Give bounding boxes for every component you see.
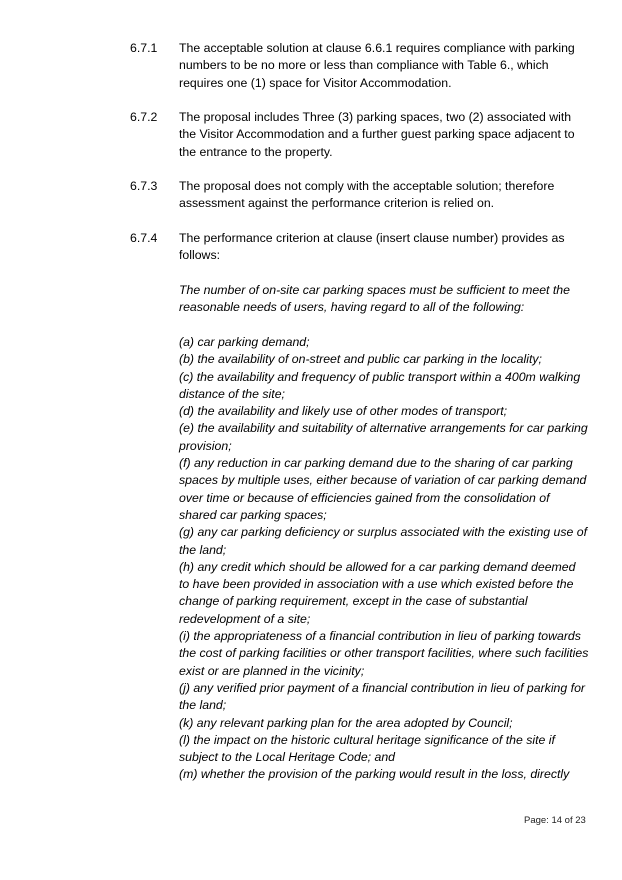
criterion-item: (k) any relevant parking plan for the area adopted by Council; (179, 715, 513, 730)
clause-number: 6.7.4 (130, 231, 158, 245)
clause-text: The proposal does not comply with the acceptable solution; therefore assessment against the performance criterion is relied on. (179, 179, 555, 211)
criterion-item: (a) car parking demand; (179, 335, 310, 349)
criterion-item: (d) the availability and likely use of other modes of transport; (179, 404, 508, 419)
criterion-item: (h) any credit which should be allowed for a car parking demand deemed to have been provided in association with a use which existed before the change of parking requirement, except in the case of substantial redevelopment of a site; (179, 559, 576, 626)
clause-text: The performance criterion at clause (insert clause number) provides as follows: (179, 231, 565, 263)
clause-text: The proposal includes Three (3) parking spaces, two (2) associated with the Visitor Accommodation and a further guest parking space adjacent to the entrance to the property. (179, 110, 575, 159)
criterion-item: (j) any verified prior payment of a financial contribution in lieu of parking for the land; (179, 680, 586, 713)
criteria-list (179, 334, 589, 784)
clause-number: 6.7.2 (130, 110, 158, 124)
criterion-item: (f) any reduction in car parking demand due to the sharing of car parking spaces by multiple uses, either because of variation of car parking demand over time or because of efficiencies gained from the consolidation of shared car parking spaces; (179, 456, 587, 522)
criterion-item: (g) any car parking deficiency or surplus associated with the existing use of the land; (179, 525, 588, 557)
criterion-item: (m) whether the provision of the parking would result in the loss, directly (179, 767, 570, 782)
criterion-item: (e) the availability and suitability of alternative arrangements for car parking provision; (179, 421, 588, 453)
clause-number: 6.7.3 (130, 179, 158, 193)
clause-number: 6.7.1 (130, 41, 158, 55)
performance-criterion-intro: The number of on-site car parking spaces must be sufficient to meet the reasonable needs of users, having regard to all of the following: (179, 283, 570, 315)
clause-text: The acceptable solution at clause 6.6.1 requires compliance with parking numbers to be no more or less than compliance with Table 6., which requires one (1) space for Visitor Accommodation. (179, 41, 575, 90)
criterion-item: (b) the availability of on-street and public car parking in the locality; (179, 352, 542, 367)
criterion-item: (l) the impact on the historic cultural heritage significance of the site if subject to the Local Heritage Code; and (179, 732, 555, 765)
criterion-item: (c) the availability and frequency of public transport within a 400m walking distance of the site; (179, 369, 581, 401)
page-number: Page: 14 of 23 (524, 815, 586, 826)
criterion-item: (i) the appropriateness of a financial contribution in lieu of parking towards the cost of parking facilities or other transport facilities, where such facilities exist or are planned in the vicinity; (179, 629, 589, 678)
